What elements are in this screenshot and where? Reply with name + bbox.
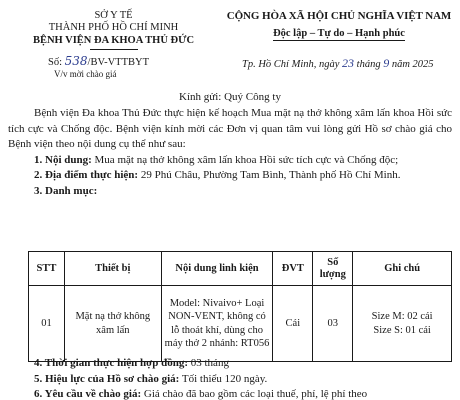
col-header-stt: STT <box>29 252 65 286</box>
issuer-block <box>6 10 221 50</box>
item-content <box>8 153 452 169</box>
col-header-content: Nội dung linh kiện <box>161 252 273 286</box>
col-header-device: Thiết bị <box>64 252 161 286</box>
year-label: năm 2025 <box>389 59 434 70</box>
item-location-value: 29 Phú Châu, Phường Tam Bình, Thành phố Hồ Chí Minh. <box>138 169 401 181</box>
term-quote-requirements <box>8 387 452 400</box>
term-validity-value: Tối thiểu 120 ngày. <box>179 372 268 385</box>
term-quote-label: 6. Yêu cầu về chào giá: <box>34 388 142 400</box>
cell-note <box>353 286 452 362</box>
place-date <box>242 57 434 71</box>
term-validity-label: 5. Hiệu lực của Hồ sơ chào giá: <box>34 372 180 385</box>
item-content-label: 1. Nội dung: <box>34 153 92 166</box>
cell-device: Mặt nạ thở không xâm lấn <box>64 286 161 362</box>
document-number <box>48 55 149 69</box>
term-duration-value: 03 tháng <box>188 357 229 369</box>
document-subject: V/v mời chào giá <box>54 69 117 79</box>
term-quote-value: Giá chào đã bao gồm các loại thuế, phí, lệ phí theo <box>141 388 368 400</box>
issuer-underline <box>90 49 138 50</box>
doc-number-suffix: /BV-VTTBYT <box>87 57 149 68</box>
term-validity <box>8 372 452 388</box>
col-header-unit: ĐVT <box>273 252 313 286</box>
day-handwritten: 23 <box>342 56 355 70</box>
city-name: THÀNH PHỐ HỒ CHÍ MINH <box>48 22 179 33</box>
national-header <box>220 10 458 41</box>
cell-content: Model: Nivaivo+ Loại NON-VENT, không có lỗ thoát khí, dùng cho máy thở 2 nhánh: RT056 <box>161 286 273 362</box>
col-header-note: Ghi chú <box>353 252 452 286</box>
catalog-table <box>28 251 452 362</box>
republic-title: CỘNG HÒA XÃ HỘI CHỦ NGHĨA VIỆT NAM <box>226 10 452 22</box>
ministry-name: SỞ Y TẾ <box>94 10 133 21</box>
item-catalog-label: 3. Danh mục: <box>34 184 98 197</box>
doc-number-handwritten: 538 <box>64 54 88 68</box>
national-motto: Độc lập – Tự do – Hạnh phúc <box>273 28 405 39</box>
recipient-line: Kính gửi: Quý Công ty <box>179 91 281 103</box>
table-row <box>29 286 452 362</box>
month-label: tháng <box>354 59 384 70</box>
intro-paragraph: Bệnh viện Đa khoa Thủ Đức thực hiện kế hoạch Mua mặt nạ thở không xâm lấn khoa Hồi sức tích cực và Chống độc. Bệnh viện kính mời các Đơn vị quan tâm vui lòng gửi Hồ sơ chào giá cho Bệnh viện theo nội dung cụ thể như sau: <box>8 107 452 150</box>
letter-body <box>8 106 452 199</box>
item-location <box>8 168 452 184</box>
cell-stt: 01 <box>29 286 65 362</box>
term-duration-label: 4. Thời gian thực hiện hợp đồng: <box>34 357 188 369</box>
item-catalog <box>8 184 452 200</box>
item-location-label: 2. Địa điểm thực hiện: <box>34 169 139 181</box>
cell-unit: Cái <box>273 286 313 362</box>
month-handwritten: 9 <box>383 56 390 70</box>
cell-quantity: 03 <box>313 286 353 362</box>
place-date-prefix: Tp. Hồ Chí Minh, ngày <box>242 59 343 70</box>
table-header-row <box>29 252 452 286</box>
doc-number-prefix: Số: <box>48 57 65 68</box>
term-duration <box>8 356 452 372</box>
col-header-quantity: Số lượng <box>313 252 353 286</box>
note-size-m: Size M: 02 cái <box>371 311 433 322</box>
hospital-name: BỆNH VIỆN ĐA KHOA THỦ ĐỨC <box>32 35 195 46</box>
item-content-value: Mua mặt nạ thở không xâm lấn khoa Hồi sức tích cực và Chống độc; <box>91 153 399 166</box>
letter-terms <box>8 356 452 400</box>
note-size-s: Size S: 01 cái <box>373 324 431 336</box>
